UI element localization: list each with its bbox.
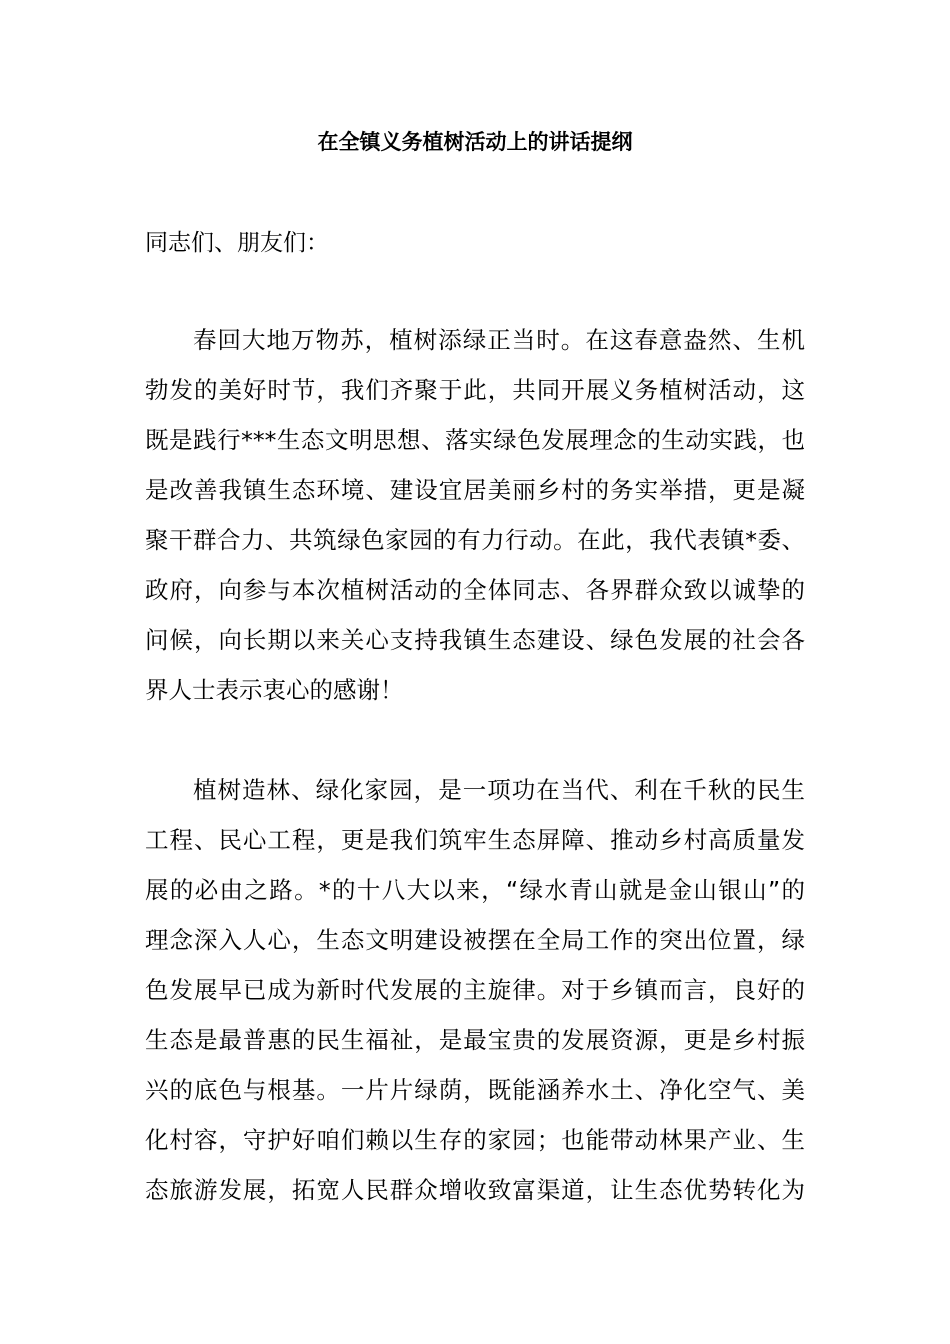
text-line: 兴的底色与根基。一片片绿荫，既能涵养水土、净化空气、美	[145, 1076, 805, 1104]
text-line: 问候，向长期以来关心支持我镇生态建设、绿色发展的社会各	[145, 626, 805, 654]
document-title: 在全镇义务植树活动上的讲话提纲	[317, 130, 633, 154]
greeting: 同志们、朋友们：	[145, 230, 329, 256]
text-line: 勃发的美好时节，我们齐聚于此，共同开展义务植树活动，这	[145, 376, 805, 404]
text-line: 既是践行***生态文明思想、落实绿色发展理念的生动实践，也	[145, 426, 805, 454]
text-line: 工程、民心工程，更是我们筑牢生态屏障、推动乡村高质量发	[145, 826, 805, 854]
text-line: 化村容，守护好咱们赖以生存的家园；也能带动林果产业、生	[145, 1126, 805, 1154]
text-line: 展的必由之路。*的十八大以来，“绿水青山就是金山银山”的	[145, 876, 805, 904]
text-line: 理念深入人心，生态文明建设被摆在全局工作的突出位置，绿	[145, 926, 805, 954]
text-line: 生态是最普惠的民生福祉，是最宝贵的发展资源，更是乡村振	[145, 1026, 805, 1054]
text-line: 聚干群合力、共筑绿色家园的有力行动。在此，我代表镇*委、	[145, 526, 805, 554]
text-line: 植树造林、绿化家园，是一项功在当代、利在千秋的民生	[193, 776, 805, 804]
text-line: 是改善我镇生态环境、建设宜居美丽乡村的务实举措，更是凝	[145, 476, 805, 504]
text-line: 政府，向参与本次植树活动的全体同志、各界群众致以诚挚的	[145, 576, 805, 604]
paragraph-2	[145, 765, 805, 1215]
text-line: 界人士表示衷心的感谢！	[145, 676, 404, 704]
paragraph-1	[145, 315, 805, 715]
text-line: 春回大地万物苏，植树添绿正当时。在这春意盎然、生机	[193, 326, 805, 354]
text-line: 态旅游发展，拓宽人民群众增收致富渠道，让生态优势转化为	[145, 1176, 805, 1204]
text-line: 色发展早已成为新时代发展的主旋律。对于乡镇而言，良好的	[145, 976, 805, 1004]
